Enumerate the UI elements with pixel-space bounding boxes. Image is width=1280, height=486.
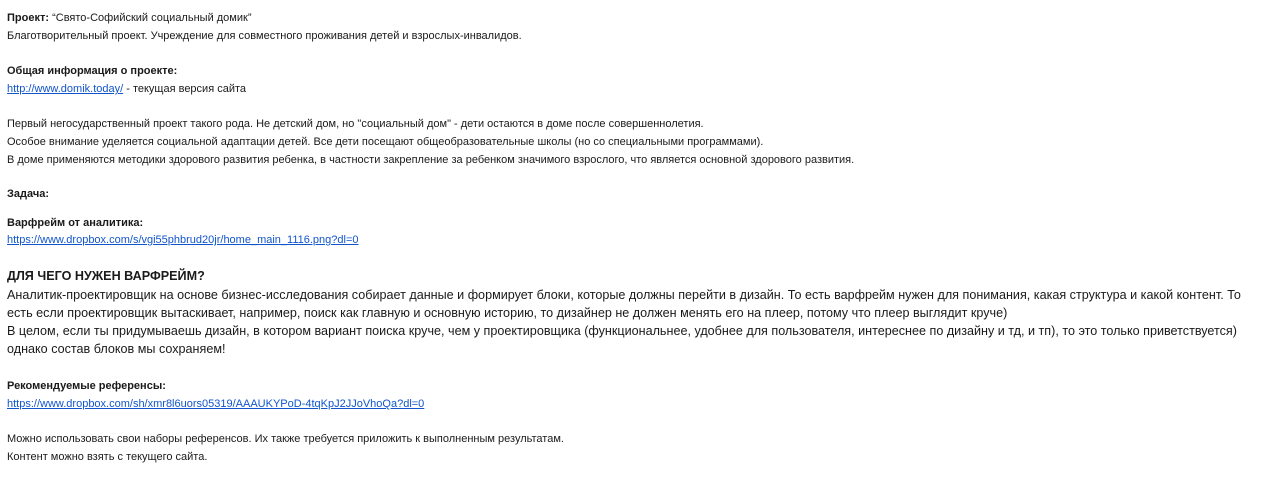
references-note: Контент можно взять с текущего сайта. (7, 451, 208, 463)
wireframe-link[interactable]: https://www.dropbox.com/s/vgi55phbrud20jr/home_main_1116.png?dl=0 (7, 234, 359, 246)
site-link-suffix: - текущая версия сайта (123, 83, 247, 95)
general-info-heading: Общая информация о проекте: (7, 65, 178, 77)
references-link[interactable]: https://www.dropbox.com/sh/xmr8l6uors05319/AAAUKYPoD-4tqKpJ2JJoVhoQa?dl=0 (7, 398, 425, 410)
site-link-line (7, 82, 246, 96)
task-heading: Задача: (7, 188, 50, 200)
project-line (7, 11, 252, 25)
project-label: Проект: (7, 12, 50, 24)
why-wireframe-paragraph: В целом, если ты придумываешь дизайн, в котором вариант поиска круче, чем у проектировщика (функциональнее, удобнее для пользователя, интереснее по дизайну и тд, и тп), то это только приветствуется) однако состав блоков мы сохраняем! (7, 324, 1237, 356)
site-link[interactable]: http://www.domik.today/ (7, 83, 124, 95)
why-wireframe-paragraph: Аналитик-проектировщик на основе бизнес-исследования собирает данные и формирует блоки, которые должны перейти в дизайн. То есть варфрейм нужен для понимания, какая структура и какой контент. То есть если проектировщик вытаскивает, например, поиск как главную и основную историю, то дизайнер не должен менять его на плеер, потому что плеер выглядит круче) (7, 288, 1241, 320)
references-heading: Рекомендуемые референсы: (7, 380, 166, 392)
references-link-line (7, 397, 424, 411)
info-paragraph: Первый негосударственный проект такого рода. Не детский дом, но "социальный дом" - дети остаются в доме после совершеннолетия. (7, 118, 704, 130)
wireframe-heading: Варфрейм от аналитика: (7, 217, 144, 229)
references-note: Можно использовать свои наборы референсов. Их также требуется приложить к выполненным результатам. (7, 433, 564, 445)
info-paragraph: В доме применяются методики здорового развития ребенка, в частности закрепление за ребенком значимого взрослого, что является основной здорового развития. (7, 154, 855, 166)
info-paragraph: Особое внимание уделяется социальной адаптации детей. Все дети посещают общеобразовательные школы (но со специальными программами). (7, 136, 764, 148)
wireframe-link-line (7, 233, 359, 247)
why-wireframe-heading: ДЛЯ ЧЕГО НУЖЕН ВАРФРЕЙМ? (7, 269, 205, 283)
project-description: Благотворительный проект. Учреждение для совместного проживания детей и взрослых-инвалидов. (7, 30, 522, 42)
project-name: “Свято-Софийский социальный домик” (52, 12, 252, 24)
